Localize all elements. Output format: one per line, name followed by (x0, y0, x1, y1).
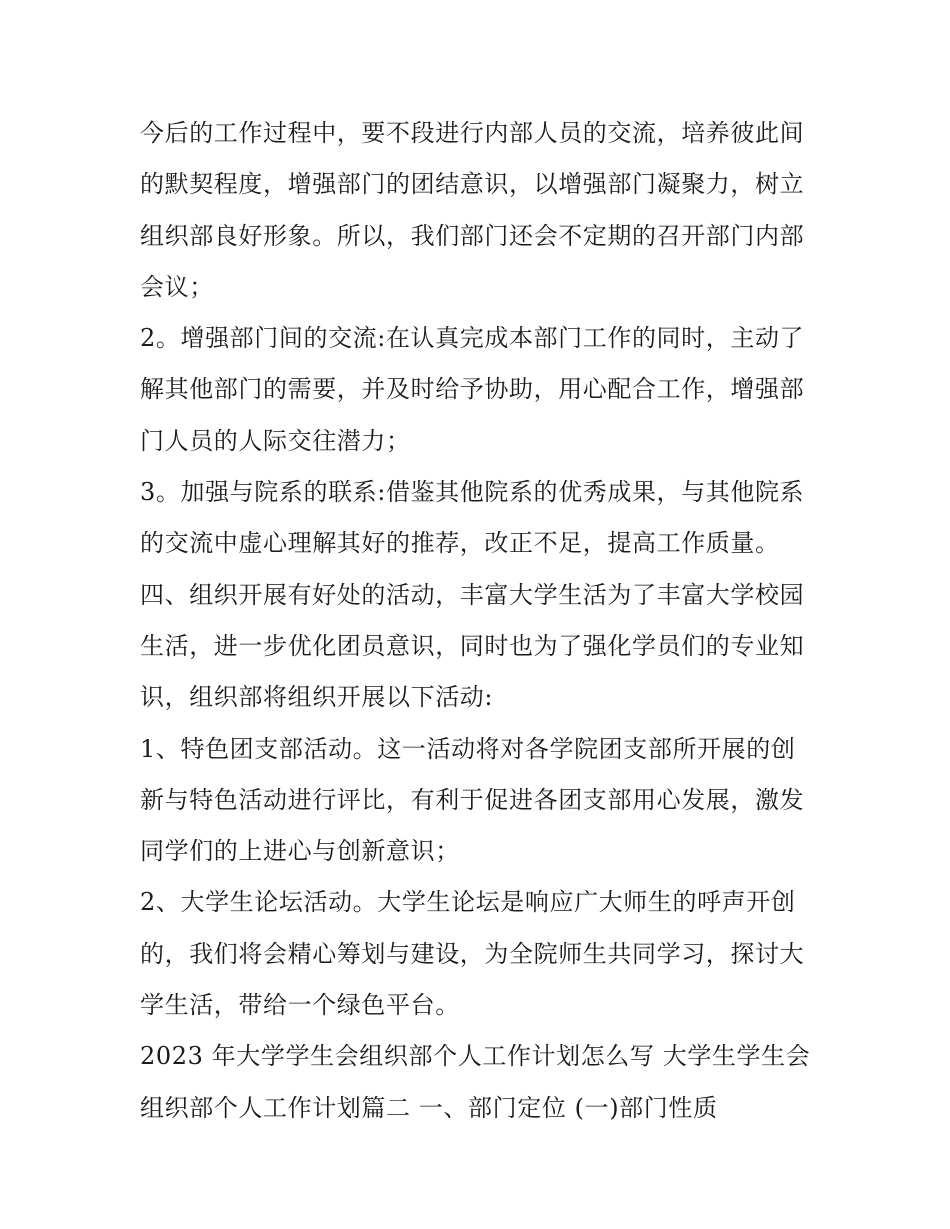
text-line: 3。加强与院系的联系:借鉴其他院系的优秀成果，与其他院系 (140, 478, 805, 507)
text-line: 学生活，带给一个绿色平台。 (140, 991, 460, 1020)
text-line: 门人员的人际交往潜力； (140, 426, 411, 455)
text-line: 新与特色活动进行评比，有利于促进各团支部用心发展，激发 (140, 785, 805, 814)
text-line: 解其他部门的需要，并及时给予协助，用心配合工作，增强部 (140, 375, 805, 404)
text-line: 的，我们将会精心筹划与建设，为全院师生共同学习，探讨大 (140, 939, 805, 968)
text-line: 会议； (140, 272, 214, 301)
text-line: 组织部个人工作计划篇二 一、部门定位 (一)部门性质 (140, 1093, 718, 1122)
text-line: 1、特色团支部活动。这一活动将对各学院团支部所开展的创 (140, 734, 796, 763)
text-line: 的默契程度，增强部门的团结意识，以增强部门凝聚力，树立 (140, 170, 805, 199)
text-line: 生活，进一步优化团员意识，同时也为了强化学员们的专业知 (140, 631, 805, 660)
text-line: 识，组织部将组织开展以下活动: (140, 683, 494, 712)
text-line: 的交流中虚心理解其好的推荐，改正不足，提高工作质量。 (140, 529, 780, 558)
text-line: 今后的工作过程中，要不段进行内部人员的交流，培养彼此间 (140, 119, 805, 147)
text-line: 组织部良好形象。所以，我们部门还会不定期的召开部门内部 (140, 221, 805, 250)
text-line: 2、大学生论坛活动。大学生论坛是响应广大师生的呼声开创 (140, 888, 796, 917)
text-line: 同学们的上进心与创新意识； (140, 837, 460, 866)
text-line: 2。增强部门间的交流:在认真完成本部门工作的同时，主动了 (140, 324, 805, 353)
text-line: 四、组织开展有好处的活动，丰富大学生活为了丰富大学校园 (140, 580, 805, 609)
document-body (140, 108, 820, 1134)
text-line: 2023 年大学学生会组织部个人工作计划怎么写 大学生学生会 (140, 1042, 811, 1071)
